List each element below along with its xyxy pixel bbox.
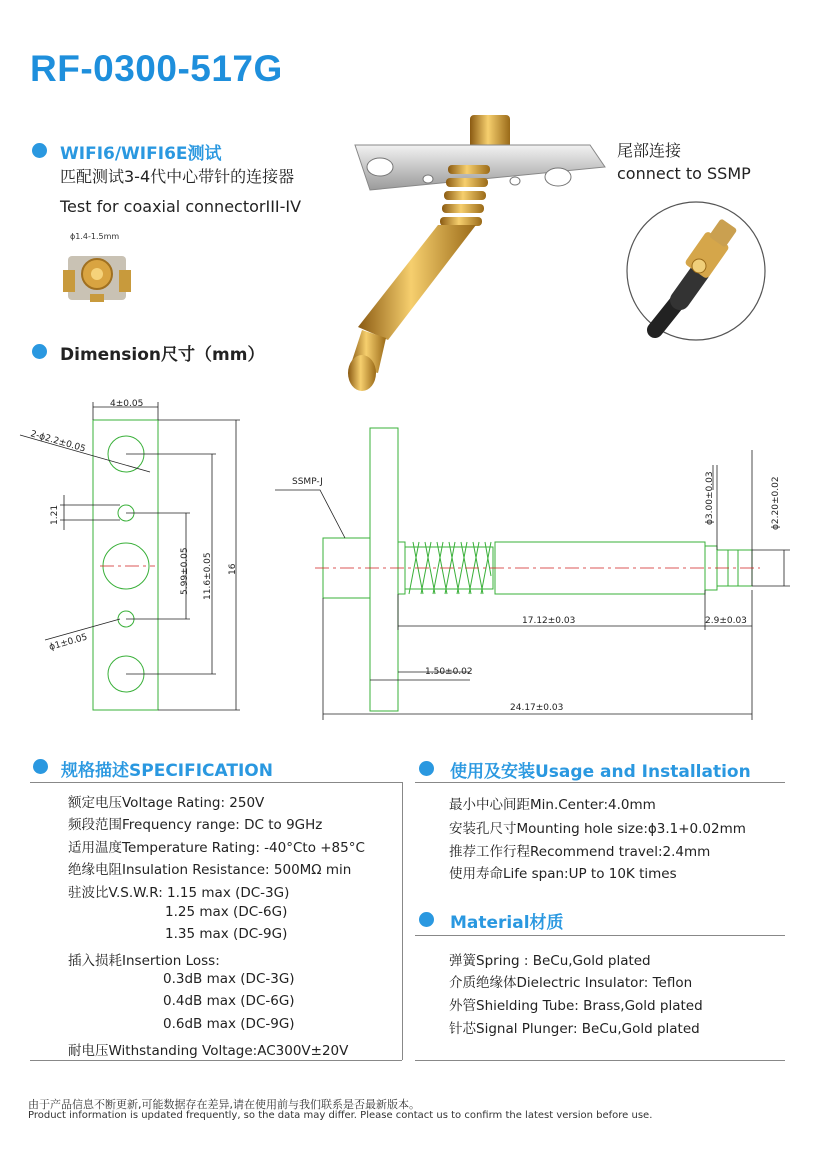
dim-ssmp: SSMP-J — [292, 477, 323, 487]
dim-29: 2.9±0.03 — [705, 616, 747, 626]
material-line: 弹簧Spring : BeCu,Gold plated — [449, 953, 651, 969]
spec-line: 绝缘电阻Insulation Resistance: 500MΩ min — [68, 862, 352, 878]
dim-2417: 24.17±0.03 — [510, 703, 564, 713]
dim-1712: 17.12±0.03 — [522, 616, 576, 626]
spec-heading: 规格描述SPECIFICATION — [61, 761, 273, 781]
bullet-icon — [419, 912, 434, 927]
intro-heading: WIFI6/WIFI6E测试 — [60, 144, 222, 164]
usage-line: 使用寿命Life span:UP to 10K times — [449, 866, 677, 882]
usage-line: 安装孔尺寸Mounting hole size:ϕ3.1+0.02mm — [449, 821, 746, 837]
dimension-heading: Dimension尺寸（mm） — [60, 345, 265, 365]
bullet-icon — [419, 761, 434, 776]
material-bottom-rule — [415, 1060, 785, 1061]
page-title: RF-0300-517G — [30, 48, 283, 89]
spec-rule — [30, 782, 402, 783]
dim-599: 5.99±0.05 — [180, 547, 190, 595]
spec-line: 1.35 max (DC-9G) — [165, 926, 288, 942]
spec-line: 适用温度Temperature Rating: -40°Cto +85°C — [68, 840, 365, 856]
usage-line: 最小中心间距Min.Center:4.0mm — [449, 797, 656, 813]
usage-rule — [415, 782, 785, 783]
footer-en: Product information is updated frequently, so the data may differ. Please contact us to confirm the latest version before use. — [28, 1110, 653, 1121]
dim-holes: 2-ϕ2.2±0.05 — [29, 429, 87, 455]
bullet-icon — [33, 759, 48, 774]
tail-line-cn: 尾部连接 — [617, 141, 682, 160]
dimension-drawing — [0, 390, 818, 730]
dim-150: 1.50±0.02 — [425, 667, 473, 677]
bullet-icon — [32, 344, 47, 359]
spec-line: 插入损耗Insertion Loss: — [68, 953, 220, 969]
usage-line: 推荐工作行程Recommend travel:2.4mm — [449, 844, 711, 860]
dim-1: ϕ1±0.05 — [48, 632, 89, 653]
bullet-icon — [32, 143, 47, 158]
dim-300: ϕ3.00±0.03 — [705, 471, 715, 525]
spec-line: 1.25 max (DC-6G) — [165, 904, 288, 920]
usage-heading: 使用及安装Usage and Installation — [450, 762, 751, 782]
spec-line: 频段范围Frequency range: DC to 9GHz — [68, 817, 323, 833]
material-line: 介质绝缘体Dielectric Insulator: Teflon — [449, 975, 693, 991]
dim-16: 16 — [228, 563, 238, 575]
intro-line-cn: 匹配测试3-4代中心带针的连接器 — [60, 167, 295, 186]
dim-121: 1.21 — [50, 504, 60, 525]
spec-bottom-rule — [30, 1060, 402, 1061]
dim-116: 11.6±0.05 — [203, 552, 213, 600]
dim-width: 4±0.05 — [110, 399, 144, 409]
tail-line-en: connect to SSMP — [617, 164, 751, 183]
material-rule — [415, 935, 785, 936]
footer-cn: 由于产品信息不断更新,可能数据存在差异,请在使用前与我们联系是否最新版本。 — [28, 1098, 420, 1111]
material-line: 外管Shielding Tube: Brass,Gold plated — [449, 998, 703, 1014]
intro-line-en: Test for coaxial connectorIII-IV — [60, 197, 302, 216]
material-heading: Material材质 — [450, 913, 564, 933]
small-dim-label: ϕ1.4-1.5mm — [70, 232, 120, 241]
spec-line: 0.6dB max (DC-9G) — [163, 1016, 295, 1032]
product-photo-icon — [330, 105, 620, 410]
spec-line: 0.4dB max (DC-6G) — [163, 993, 295, 1009]
spec-line: 耐电压Withstanding Voltage:AC300V±20V — [68, 1043, 349, 1059]
material-line: 针芯Signal Plunger: BeCu,Gold plated — [449, 1021, 700, 1037]
dim-220: ϕ2.20±0.02 — [771, 476, 781, 530]
spec-line: 驻波比V.S.W.R: 1.15 max (DC-3G) — [68, 885, 290, 901]
connector-photo-icon — [60, 240, 135, 310]
spec-line: 0.3dB max (DC-3G) — [163, 971, 295, 987]
column-divider — [402, 782, 403, 1060]
spec-line: 额定电压Voltage Rating: 250V — [68, 795, 265, 811]
ssmp-photo-icon — [625, 200, 767, 342]
